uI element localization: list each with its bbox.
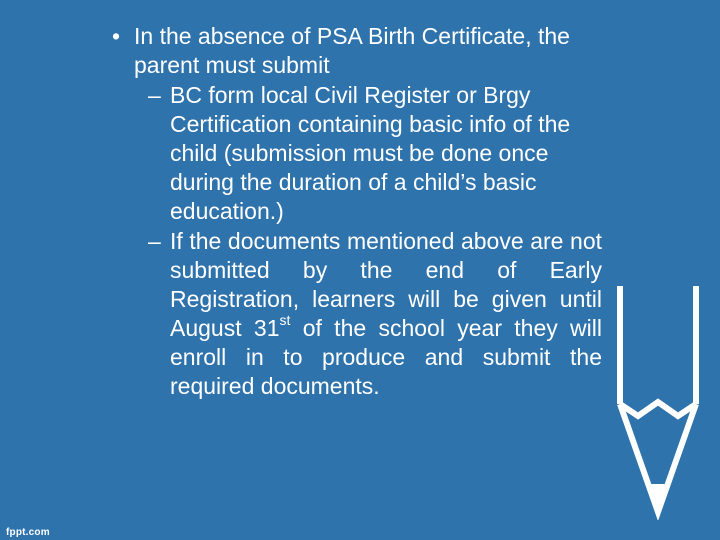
sub-bullet-item-1 [148,81,602,226]
sub-bullet-item-2 [148,227,602,401]
bullet-item-main [112,22,602,80]
ordinal-superscript: st [279,312,291,329]
sub-bullet-marker: – [148,228,161,254]
sub-bullet-text-2-after: of the school year they will enroll in to produce and submit the required documents. [170,315,602,399]
pencil-icon [612,286,704,520]
sub-bullet-text-2-before: If the documents mentioned above are not submitted by the end of Early Registration, learners will be given until August 31 [170,228,602,341]
bullet-text-main: In the absence of PSA Birth Certificate, the parent must submit [134,23,570,78]
sub-bullet-marker: – [148,82,161,108]
sub-bullet-text-1: BC form local Civil Register or Brgy Certification containing basic info of the child (submission must be done once during the duration of a child’s basic education.) [170,82,571,224]
fppt-logo: fppt.com [6,527,50,538]
bullet-list [112,22,602,401]
bullet-marker: • [112,23,121,49]
